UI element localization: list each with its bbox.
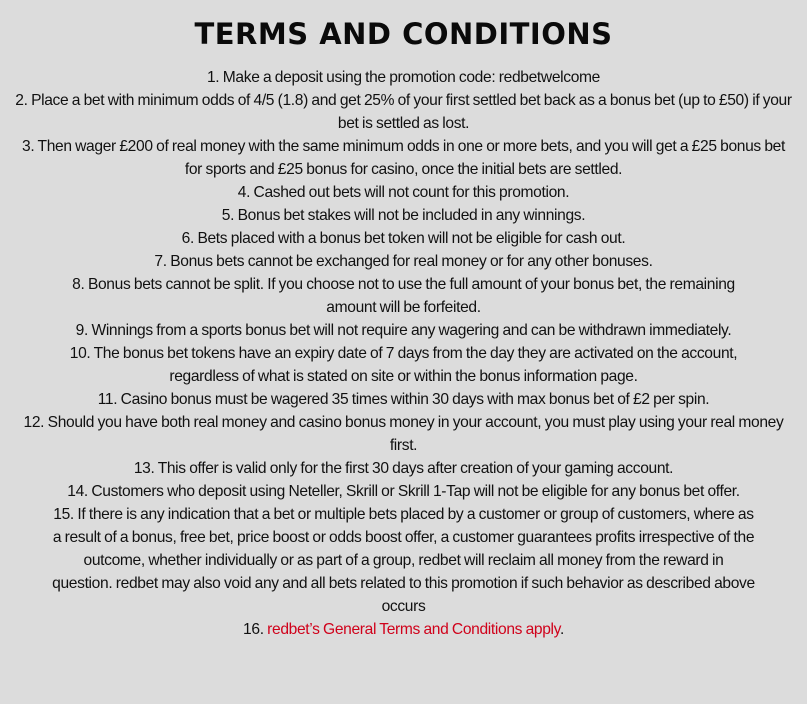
term-text: Place a bet with minimum odds of 4/5 (1.8) and get 25% of your first settled bet back as a bonus bet (up to £50) if your bet is settled as lost.: [31, 92, 792, 132]
term-text: Then wager £200 of real money with the same minimum odds in one or more bets, and you will get a £25 bonus bet for sports and £25 bonus for casino, once the initial bets are settled.: [37, 138, 785, 178]
term-text: The bonus bet tokens have an expiry date of 7 days from the day they are activated on the account, regardless of what is stated on site or within the bonus information page.: [93, 345, 738, 385]
term-number: 5.: [221, 207, 235, 224]
term-number: 10.: [69, 345, 91, 362]
term-number: 16.: [243, 621, 264, 638]
term-number: 11.: [97, 391, 118, 408]
term-item-2: [12, 89, 795, 135]
term-number: 13.: [133, 460, 155, 477]
term-item-12: [12, 411, 795, 457]
term-number: 3.: [22, 138, 35, 155]
term-number: 1.: [206, 69, 220, 86]
term-item-8: [12, 273, 795, 319]
page-title: TERMS AND CONDITIONS: [194, 17, 613, 51]
term-number: 12.: [23, 414, 45, 431]
term-item-4: [12, 181, 795, 204]
term-text: Bonus bets cannot be exchanged for real money or for any other bonuses.: [170, 253, 653, 270]
term-number: 4.: [237, 184, 251, 201]
term-text: Winnings from a sports bonus bet will not require any wagering and can be withdrawn immediately.: [91, 322, 732, 339]
term-text: Bets placed with a bonus bet token will not be eligible for cash out.: [197, 230, 626, 247]
term-text: This offer is valid only for the first 30 days after creation of your gaming account.: [157, 460, 674, 477]
term-item-16: [12, 618, 795, 641]
term-number: 15.: [53, 506, 74, 523]
term-text: Bonus bets cannot be split. If you choose not to use the full amount of your bonus bet, the remaining amount will be forfeited.: [87, 276, 735, 316]
term-text: If there is any indication that a bet or multiple bets placed by a customer or group of customers, where as a result of a bonus, free bet, price boost or odds boost offer, a customer guarantees profits irrespective of the outcome, whether individually or as part of a group, redbet will reclaim all money from the reward in question. redbet may also void any and all bets related to this promotion if such behavior as described above occurs: [52, 506, 755, 615]
term-item-11: [12, 388, 795, 411]
term-item-3: [12, 135, 795, 181]
term-item-6: [12, 227, 795, 250]
general-terms-link[interactable]: redbet’s General Terms and Conditions apply: [267, 621, 560, 638]
term-item-14: [12, 480, 795, 503]
term-number: 8.: [72, 276, 85, 293]
term-number: 6.: [181, 230, 194, 247]
term-item-13: [12, 457, 795, 480]
term-item-9: [12, 319, 795, 342]
term-item-5: [12, 204, 795, 227]
term-item-10: [12, 342, 795, 388]
term-text: Should you have both real money and casino bonus money in your account, you must play using your real money first.: [47, 414, 784, 454]
term-text: Customers who deposit using Neteller, Skrill or Skrill 1-Tap will not be eligible for any bonus bet offer.: [91, 483, 740, 500]
term-suffix: .: [559, 621, 564, 638]
term-text: Cashed out bets will not count for this promotion.: [253, 184, 570, 201]
term-number: 2.: [15, 92, 28, 109]
term-item-7: [12, 250, 795, 273]
term-text: Casino bonus must be wagered 35 times within 30 days with max bonus bet of £2 per spin.: [120, 391, 710, 408]
terms-list: [0, 66, 807, 641]
term-item-1: [12, 66, 795, 89]
term-text: Bonus bet stakes will not be included in any winnings.: [237, 207, 586, 224]
term-number: 7.: [154, 253, 167, 270]
term-number: 9.: [75, 322, 88, 339]
term-text: Make a deposit using the promotion code: redbetwelcome: [222, 69, 600, 86]
term-number: 14.: [67, 483, 88, 500]
term-item-15: [12, 503, 795, 618]
